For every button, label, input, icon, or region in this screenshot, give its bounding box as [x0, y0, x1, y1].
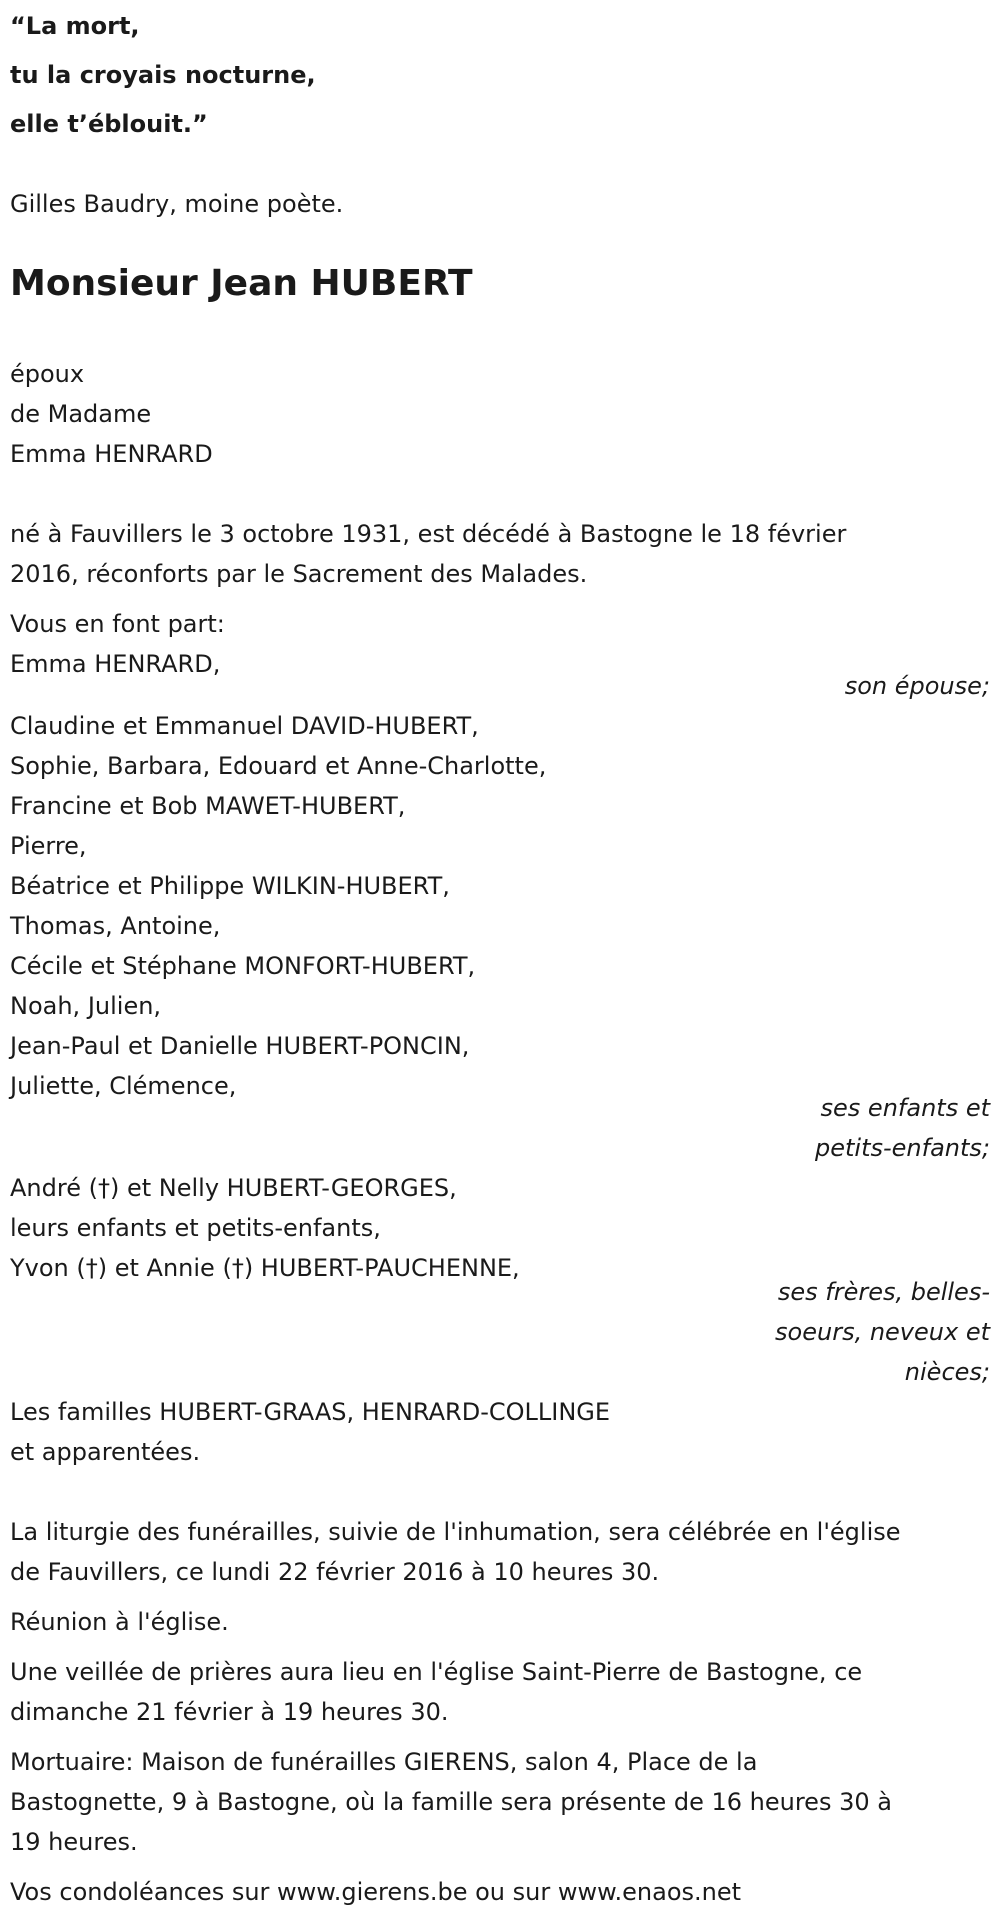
spouse-line: époux — [10, 360, 85, 388]
family-name-line: Yvon (†) et Annie (†) HUBERT-PAUCHENNE, — [10, 1254, 520, 1282]
relation-label: ses enfants et — [820, 1094, 990, 1122]
family-name-line: André (†) et Nelly HUBERT-GEORGES, — [10, 1174, 457, 1202]
family-name-line: Jean-Paul et Danielle HUBERT-PONCIN, — [10, 1032, 470, 1060]
family-name-line: Noah, Julien, — [10, 992, 162, 1020]
family-name-line: Thomas, Antoine, — [10, 912, 221, 940]
families-line: et apparentées. — [10, 1438, 201, 1466]
relation-label: soeurs, neveux et — [775, 1318, 990, 1346]
quote-line-3: elle t’éblouit.” — [10, 110, 208, 138]
relation-label: nièces; — [904, 1358, 990, 1386]
mortuary-line: Mortuaire: Maison de funérailles GIERENS, salon 4, Place de la — [10, 1748, 758, 1776]
vigil-line: Une veillée de prières aura lieu en l'église Saint-Pierre de Bastogne, ce — [10, 1658, 863, 1686]
family-name-line: Cécile et Stéphane MONFORT-HUBERT, — [10, 952, 476, 980]
family-name-line: Francine et Bob MAWET-HUBERT, — [10, 792, 406, 820]
family-name-line: leurs enfants et petits-enfants, — [10, 1214, 381, 1242]
announce-intro: Vous en font part: — [10, 610, 225, 638]
birth-death-line: né à Fauvillers le 3 octobre 1931, est décédé à Bastogne le 18 février — [10, 520, 847, 548]
birth-death-line: 2016, réconforts par le Sacrement des Malades. — [10, 560, 588, 588]
spouse-line: Emma HENRARD — [10, 440, 213, 468]
quote-line-1: “La mort, — [10, 12, 140, 40]
vigil-line: dimanche 21 février à 19 heures 30. — [10, 1698, 449, 1726]
family-name-line: Béatrice et Philippe WILKIN-HUBERT, — [10, 872, 450, 900]
reunion-text: Réunion à l'église. — [10, 1608, 229, 1636]
quote-line-2: tu la croyais nocturne, — [10, 61, 316, 89]
relation-label: petits-enfants; — [815, 1134, 990, 1162]
mortuary-line: 19 heures. — [10, 1828, 138, 1856]
deceased-name: Monsieur Jean HUBERT — [10, 263, 473, 304]
family-name-line: Juliette, Clémence, — [10, 1072, 237, 1100]
condolences-text: Vos condoléances sur www.gierens.be ou sur www.enaos.net — [10, 1878, 742, 1906]
mortuary-line: Bastognette, 9 à Bastogne, où la famille sera présente de 16 heures 30 à — [10, 1788, 892, 1816]
family-name-line: Emma HENRARD, — [10, 650, 221, 678]
liturgy-line: de Fauvillers, ce lundi 22 février 2016 à 10 heures 30. — [10, 1558, 660, 1586]
families-line: Les familles HUBERT-GRAAS, HENRARD-COLLINGE — [10, 1398, 611, 1426]
family-name-line: Pierre, — [10, 832, 87, 860]
quote-attribution: Gilles Baudry, moine poète. — [10, 190, 344, 218]
relation-label: son épouse; — [844, 672, 990, 700]
liturgy-line: La liturgie des funérailles, suivie de l'inhumation, sera célébrée en l'église — [10, 1518, 901, 1546]
family-name-line: Sophie, Barbara, Edouard et Anne-Charlotte, — [10, 752, 547, 780]
family-name-line: Claudine et Emmanuel DAVID-HUBERT, — [10, 712, 479, 740]
spouse-line: de Madame — [10, 400, 152, 428]
relation-label: ses frères, belles- — [777, 1278, 990, 1306]
